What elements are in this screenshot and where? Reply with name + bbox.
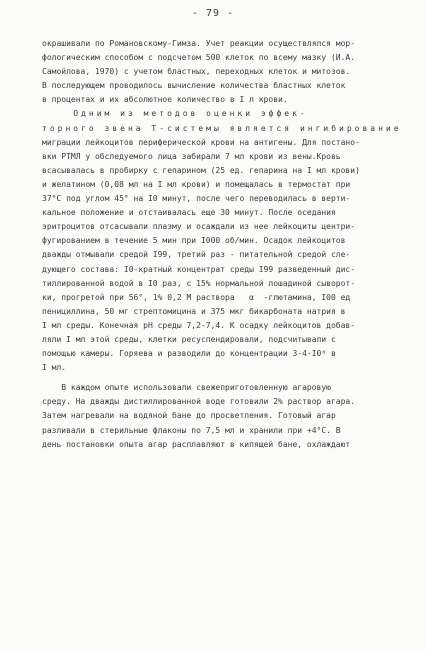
text-line-27: среду. На дважды дистиллированной воде готовили 2% раствор агара. — [42, 397, 356, 407]
text-line-16: дважды отмывали средой I99, третий раз - питательной средой сле- — [42, 250, 351, 260]
text-line-17: дующего состава: I0-кратный концентрат среды I99 разведенный дис- — [42, 264, 356, 274]
text-line-13: кальное положение и отстаивалась еще 30 минут. После оседания — [42, 208, 336, 218]
text-line-1: окрашивали по Романовскому-Гимза. Учет реакции осуществлялся мор- — [42, 39, 356, 48]
text-line-8: миграции лейкоцитов периферической крови на антигены. Для постано- — [42, 137, 360, 147]
text-line-19: ки, прогретой при 56°, 1% 0,2 М раствора α -глютамина, I00 ед — [42, 292, 351, 302]
text-line-10: всасывалась в пробирку с гепарином (25 ед. гепарина на I мл крови) — [42, 165, 360, 175]
body-text — [42, 37, 412, 452]
text-line-4: В последующем проводилось вычисление количества бластных клеток — [42, 81, 346, 91]
text-line-20: пенициллина, 50 мг стрептомицина и 375 мкг бикарбоната натрия в — [42, 306, 346, 316]
text-line-7: торного звена Т-системы является ингибирование — [42, 123, 402, 133]
text-line-12: 37°С под углом 45° на I0 минут, после чего переводилась в верти- — [42, 194, 351, 204]
page-number: - 79 - — [191, 8, 235, 19]
text-line-9: вки РТМЛ у обследуемого лица забирали 7 мл крови из вены.Кровь — [42, 151, 341, 161]
text-line-3: Самойлова, 1970) с учетом бластных, переходных клеток и митозов. — [42, 67, 351, 77]
text-line-21: I мл среды. Конечная рН среды 7,2-7,4. К осадку лейкоцитов добав- — [42, 320, 356, 330]
text-line-30: день постановки опыта агар расплавляют в кипящей бане, охлаждают — [42, 439, 351, 449]
text-line-5: в процентах и их абсолютное количество в I л крови. — [42, 95, 288, 105]
text-line-22: ляли I мл этой среды, клетки ресуспендировали, подсчитывали с — [42, 334, 336, 344]
text-line-24: I мл. — [42, 363, 67, 373]
text-line-6: Одним из методов оценки эффек- — [42, 109, 308, 119]
text-line-23: помощью камеры. Горяева и разводили до концентрации 3-4·I0⁶ в — [42, 349, 336, 359]
text-line-11: и желатином (0,08 мл на I мл крови) и помещалась в термостат при — [42, 179, 351, 189]
text-line-15: фугированием в течение 5 мин при I000 об/мин. Осадок лейкоцитов — [42, 236, 346, 246]
text-line-2: фологическим способом с подсчетом 500 клеток по всему мазку (И.А. — [42, 53, 356, 63]
text-line-28: Затем нагревали на водяной бане до просветления. Готовый агар — [42, 411, 336, 421]
text-line-14: эритроцитов отсасывали плазму и осаждали из нее лейкоциты центри- — [42, 222, 356, 232]
text-line-26: В каждом опыте использовали свежеприготовленную агаровую — [42, 383, 331, 393]
text-line-18: тиллированной водой в I0 раз, с 15% нормальной лошадиной сыворот- — [42, 278, 356, 288]
text-line-29: разливали в стерильные флаконы по 7,5 мл и хранили при +4°С. В — [42, 425, 341, 435]
